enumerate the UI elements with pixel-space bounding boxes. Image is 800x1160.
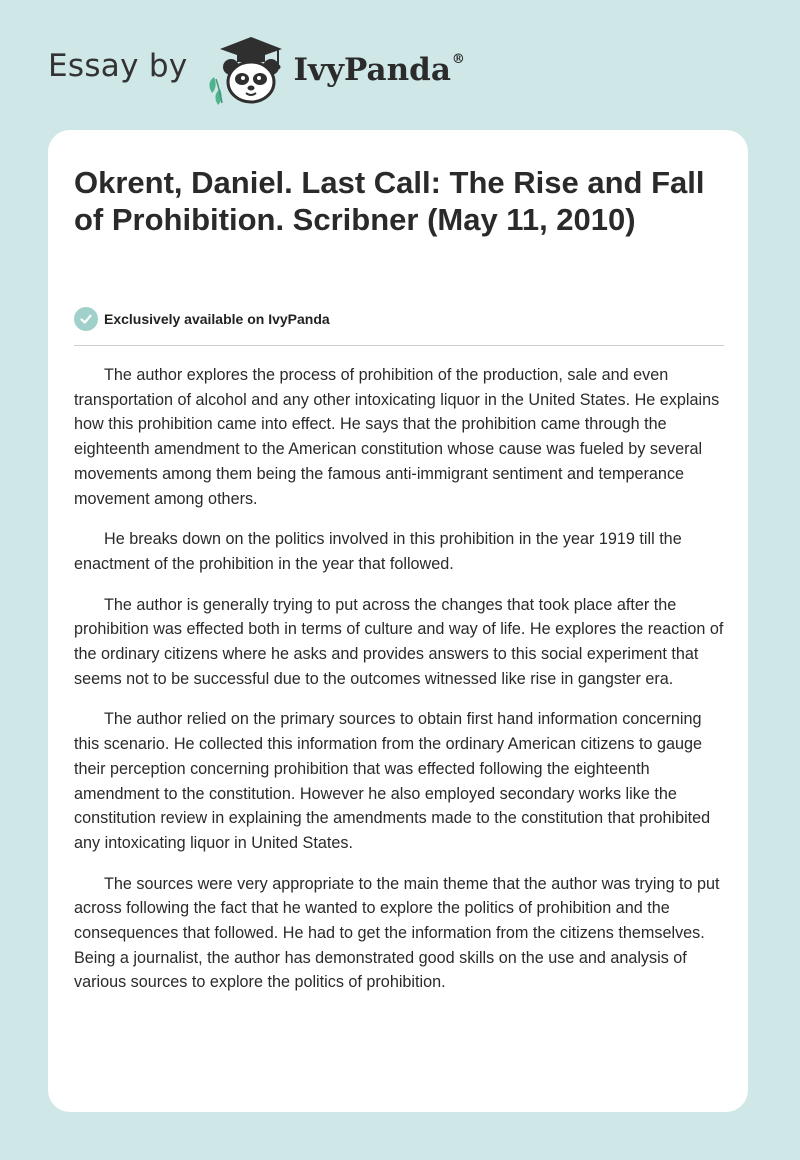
essay-card: [48, 130, 748, 1112]
check-icon: [74, 307, 98, 331]
paragraph: The author explores the process of prohibition of the production, sale and even transportation of alcohol and any other intoxicating liquor in the United States. He explains how this prohibition came into effect. He says that the prohibition came through the eighteenth amendment to the American constitution whose cause was fueled by several movements among them being the famous anti-immigrant sentiment and temperance movement among others.: [74, 366, 720, 508]
title-divider: [74, 345, 724, 346]
paragraph: He breaks down on the politics involved in this prohibition in the year 1919 till the enactment of the prohibition in the year that followed.: [74, 530, 682, 573]
registered-mark: ®: [451, 51, 465, 67]
paragraph: The author relied on the primary sources to obtain first hand information concerning this scenario. He collected this information from the ordinary American citizens to gauge their perception concerning prohibition that was effected following the eighteenth amendment to the constitution. However he also employed secondary works like the constitution review in explaining the amendments made to the constitution that prohibited any intoxicating liquor in United States.: [74, 710, 711, 852]
brand-text: IvyPanda: [293, 52, 451, 88]
essay-by-label: Essay by: [48, 48, 188, 84]
panda-logo-icon[interactable]: [204, 33, 290, 107]
site-header: [48, 34, 465, 106]
paragraph: The author is generally trying to put across the changes that took place after the prohibition was effected both in terms of culture and way of life. He explores the reaction of the ordinary citizens where he asks and provides answers to this social experiment that seems not to be successful due to the outcomes witnessed like rise in gangster era.: [74, 595, 724, 688]
essay-title: Okrent, Daniel. Last Call: The Rise and Fall of Prohibition. Scribner (May 11, 2010): [74, 165, 705, 237]
exclusive-badge: [74, 307, 330, 331]
paragraph: The sources were very appropriate to the main theme that the author was trying to put across following the fact that he wanted to explore the politics of prohibition and the consequences that followed. He had to get the information from the citizens themselves. Being a journalist, the author has demonstrated good skills on the use and analysis of various sources to explore the politics of prohibition.: [74, 874, 720, 992]
exclusive-label: Exclusively available on IvyPanda: [104, 311, 330, 327]
brand-name[interactable]: [294, 52, 465, 88]
essay-body: [74, 363, 728, 1011]
